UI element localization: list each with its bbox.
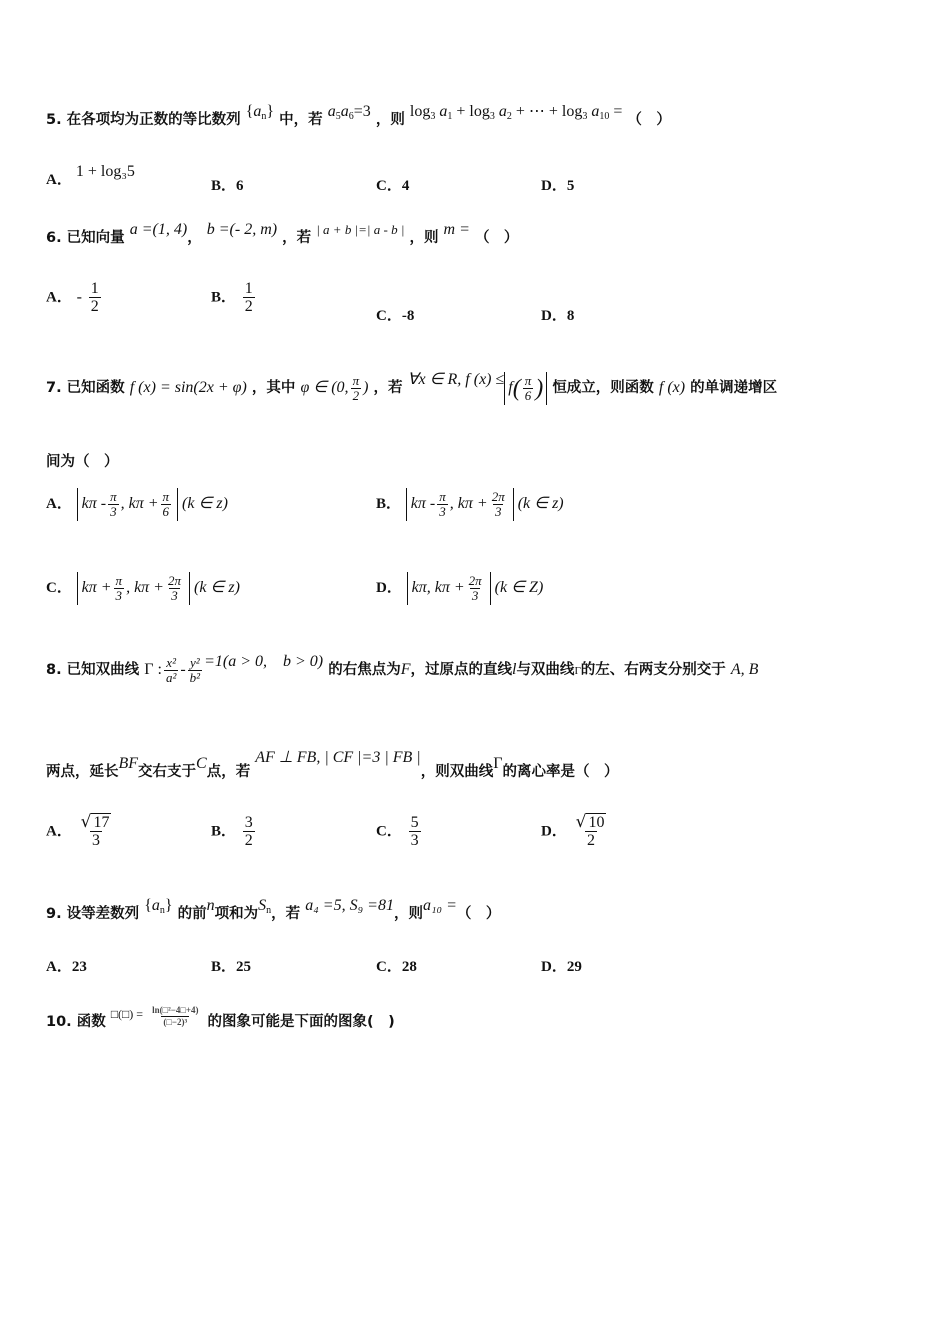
q5-option-d[interactable]: D．5 <box>541 178 575 194</box>
q6-option-a[interactable]: A． - $\frac{1}{2}$ <box>46 280 99 315</box>
q8-option-a[interactable]: A． $\frac{√ 17}{3}$ <box>46 812 110 849</box>
q5-option-a[interactable]: A． 1 + log₃5 <box>46 163 135 188</box>
q9-option-c[interactable]: C．28 <box>376 959 417 975</box>
vector-a: a =(1, 4) <box>129 221 188 238</box>
question-6: 6. 已知向量 a =(1, 4)， b =(- 2, m) ，若 | a + b |=| a - b | ，则 m = （ ） <box>46 221 519 246</box>
q9-option-d[interactable]: D．29 <box>541 959 582 975</box>
question-8: 8. 已知双曲线 Γ : $\frac{\text{x²}}{\text{a²}}$ - $\frac{\text{y²}}{\text{b²}}$ =1(a > 0, b > 0) 的右焦点为F，过原点的直线l与双曲线Γ的左、右两支分别交于 A, B <box>46 653 759 685</box>
q9-option-b[interactable]: B．25 <box>211 959 252 975</box>
function-f: f (x) = sin(2x + φ) <box>129 379 247 397</box>
question-7: 7. 已知函数 f (x) = sin(2x + φ) ，其中 φ ∈ (0, $\frac{\pi}{2}$ ) ，若 ∀x ∈ R, f (x) ≤ f( $\frac{\pi}{6}$ ) 恒成立，则函数 f (x) 的单调递增区 <box>46 371 778 403</box>
question-8-cont: 两点，延长BF交右支于C点，若 AF ⊥ FB, | CF |=3 | FB |，则双曲线Γ的离心率是（ ） <box>46 749 619 780</box>
q5-option-b[interactable]: B．6 <box>211 178 244 194</box>
question-7-cont: 间为（ ） <box>46 454 119 470</box>
q6-option-b[interactable]: B． $\frac{1}{2}$ <box>211 280 253 315</box>
q7-option-c[interactable]: C． kπ + $\frac{\pi}{3}$ , kπ + $\frac{2\pi}{3}$ (k ∈ z) <box>46 573 240 603</box>
q6-option-d[interactable]: D．8 <box>541 308 575 324</box>
condition-af-fb: AF ⊥ FB, | CF |=3 | FB | <box>255 749 421 766</box>
question-5: 5. 在各项均为正数的等比数列 $\{a_n\}$ 中，若 $a_5a_6=3$ ，则 $\log_3 a_1 + \log_3 a_2$ + ⋯ + $\log_3 a_{10}$ = （ ） <box>46 103 671 128</box>
function-f-2: f (x) <box>658 379 686 397</box>
vector-b: b =(- 2, m) <box>206 221 278 238</box>
condition-a5a6: $a_5a_6=3$ <box>327 103 371 122</box>
sequence-an-2: $\{a_n\}$ <box>144 897 173 916</box>
log-sum-expression: $\log_3 a_1 + \log_3 a_2$ + ⋯ + $\log_3 a_{10}$ = <box>409 103 623 122</box>
question-10: 10. 函数 □(□) = $\frac{\text{ln(□²−4□+4)}}{\text{(□−2)³}}$ 的图象可能是下面的图象( ) <box>46 1004 395 1030</box>
q8-option-b[interactable]: B． $\frac{3}{2}$ <box>211 814 253 849</box>
phi-range: φ ∈ (0, $\frac{\pi}{2}$ ) <box>300 373 369 403</box>
sequence-an: $\{a_n\}$ <box>245 103 275 122</box>
condition-a4-s9: a₄ =5, S₉ =81 <box>305 897 394 914</box>
q5-option-c[interactable]: C．4 <box>376 178 410 194</box>
function-lhs: □(□) = <box>110 1007 144 1021</box>
q7-option-a[interactable]: A． kπ - $\frac{\pi}{3}$ , kπ + $\frac{\pi}{6}$ (k ∈ z) <box>46 489 228 519</box>
q6-option-c[interactable]: C．-8 <box>376 308 415 324</box>
q9-option-a[interactable]: A．23 <box>46 959 87 975</box>
question-9: 9. 设等差数列 $\{a_n\}$ 的前n项和为$S_n$，若 a₄ =5, S₉ =81，则a₁₀ =（ ） <box>46 897 501 922</box>
q7-option-d[interactable]: D． kπ, kπ + $\frac{2\pi}{3}$ (k ∈ Z) <box>376 573 544 603</box>
forall-condition: ∀x ∈ R, f (x) ≤ f( $\frac{\pi}{6}$ ) <box>408 379 548 396</box>
q7-option-b[interactable]: B． kπ - $\frac{\pi}{3}$ , kπ + $\frac{2\pi}{3}$ (k ∈ z) <box>376 489 564 519</box>
hyperbola-equation: Γ : $\frac{\text{x²}}{\text{a²}}$ - $\frac{\text{y²}}{\text{b²}}$ =1(a > 0, b > 0) <box>144 653 324 685</box>
var-m: m = <box>443 221 470 238</box>
abs-condition: | a + b |=| a - b | <box>316 222 405 237</box>
q8-option-d[interactable]: D． $\frac{√ 10}{2}$ <box>541 812 605 849</box>
function-fraction: $\frac{\text{ln(□²−4□+4)}}{\text{(□−2)³}}$ <box>152 1004 199 1027</box>
q8-option-c[interactable]: C． $\frac{5}{3}$ <box>376 814 419 849</box>
